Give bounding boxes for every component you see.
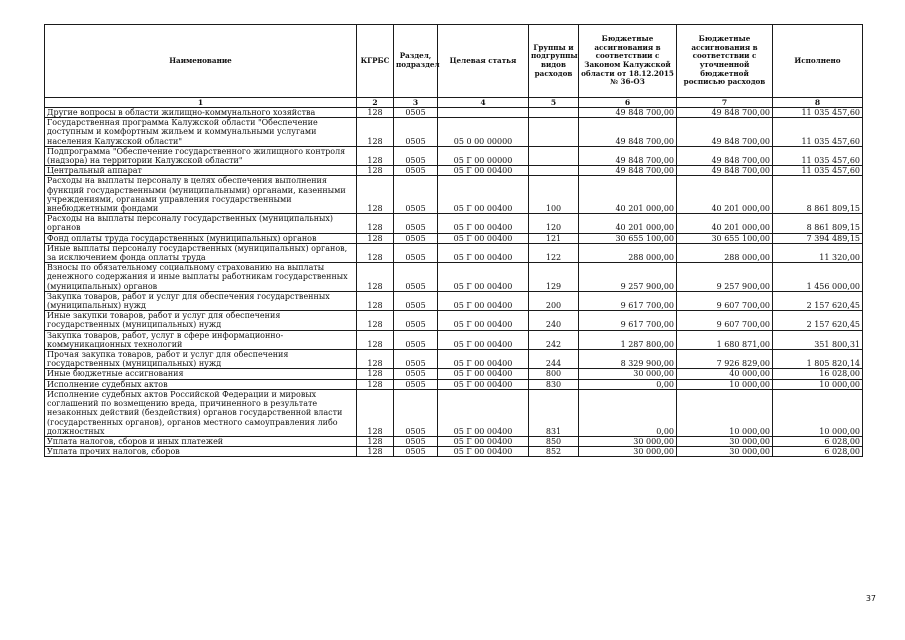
row-executed-amount-cell: 1 456 000,00 [773,263,863,292]
row-group-cell: 830 [529,379,579,389]
row-group-cell: 100 [529,176,579,214]
row-kgrbs-cell: 128 [357,330,394,349]
row-executed-amount-cell: 11 035 457,60 [773,118,863,147]
row-kgrbs-cell: 128 [357,350,394,369]
row-executed-amount-cell: 1 805 820,14 [773,350,863,369]
row-name-cell: Подпрограмма "Обеспечение государственного жилищного контроля (надзора) на территории Калужской области" [45,146,357,165]
table-row [45,369,863,379]
row-kgrbs-cell: 128 [357,263,394,292]
row-name-cell: Иные выплаты персоналу государственных (муниципальных) органов, за исключением фонда оплаты труда [45,243,357,262]
row-target-cell: 05 Г 00 00400 [438,263,529,292]
row-target-cell: 05 Г 00 00400 [438,166,529,176]
row-target-cell: 05 Г 00 00400 [438,311,529,330]
row-target-cell: 05 Г 00 00400 [438,379,529,389]
row-law-amount-cell: 288 000,00 [579,243,677,262]
row-roster-amount-cell: 40 000,00 [677,369,773,379]
row-group-cell: 852 [529,447,579,457]
budget-table [44,24,863,457]
row-razdel-cell: 0505 [394,311,438,330]
row-kgrbs-cell: 128 [357,436,394,446]
table-row [45,243,863,262]
row-group-cell: 200 [529,291,579,310]
row-target-cell: 05 Г 00 00400 [438,233,529,243]
row-group-cell: 120 [529,214,579,233]
row-target-cell: 05 Г 00 00400 [438,350,529,369]
row-roster-amount-cell: 1 680 871,00 [677,330,773,349]
row-razdel-cell: 0505 [394,176,438,214]
row-roster-amount-cell: 30 655 100,00 [677,233,773,243]
column-number: 5 [529,98,579,108]
row-target-cell: 05 Г 00 00000 [438,146,529,165]
row-name-cell: Исполнение судебных актов Российской Федерации и мировых соглашений по возмещению вреда, причиненного в результате незаконных действий (бездействия) органов государственной власти (государственных органов), органов местного самоуправления либо должностных [45,389,357,436]
table-row [45,436,863,446]
row-roster-amount-cell: 40 201 000,00 [677,214,773,233]
row-razdel-cell: 0505 [394,166,438,176]
row-name-cell: Прочая закупка товаров, работ и услуг для обеспечения государственных (муниципальных) нужд [45,350,357,369]
row-roster-amount-cell: 288 000,00 [677,243,773,262]
row-law-amount-cell: 9 617 700,00 [579,311,677,330]
row-roster-amount-cell: 30 000,00 [677,447,773,457]
row-kgrbs-cell: 128 [357,214,394,233]
row-executed-amount-cell: 16 028,00 [773,369,863,379]
row-name-cell: Закупка товаров, работ, услуг в сфере информационно-коммуникационных технологий [45,330,357,349]
row-executed-amount-cell: 10 000,00 [773,379,863,389]
column-number: 7 [677,98,773,108]
table-row [45,176,863,214]
row-roster-amount-cell: 49 848 700,00 [677,166,773,176]
row-law-amount-cell: 30 655 100,00 [579,233,677,243]
header-done: Исполнено [773,25,863,98]
row-roster-amount-cell: 49 848 700,00 [677,108,773,118]
row-target-cell [438,108,529,118]
row-executed-amount-cell: 8 861 809,15 [773,176,863,214]
row-executed-amount-cell: 6 028,00 [773,436,863,446]
row-roster-amount-cell: 49 848 700,00 [677,118,773,147]
row-group-cell: 850 [529,436,579,446]
row-law-amount-cell: 8 329 900,00 [579,350,677,369]
row-executed-amount-cell: 11 035 457,60 [773,146,863,165]
row-law-amount-cell: 30 000,00 [579,436,677,446]
row-razdel-cell: 0505 [394,108,438,118]
row-razdel-cell: 0505 [394,243,438,262]
row-razdel-cell: 0505 [394,146,438,165]
row-roster-amount-cell: 9 257 900,00 [677,263,773,292]
table-row [45,330,863,349]
row-name-cell: Расходы на выплаты персоналу государственных (муниципальных) органов [45,214,357,233]
row-razdel-cell: 0505 [394,436,438,446]
row-kgrbs-cell: 128 [357,379,394,389]
row-kgrbs-cell: 128 [357,291,394,310]
row-name-cell: Центральный аппарат [45,166,357,176]
row-name-cell: Расходы на выплаты персоналу в целях обеспечения выполнения функций государственными (муниципальными) органами, казенными учреждениями, органами управления государственными внебюджетными фондами [45,176,357,214]
page-number: 37 [865,594,876,603]
row-razdel-cell: 0505 [394,291,438,310]
row-kgrbs-cell: 128 [357,233,394,243]
row-kgrbs-cell: 128 [357,311,394,330]
row-executed-amount-cell: 10 000,00 [773,389,863,436]
row-razdel-cell: 0505 [394,447,438,457]
row-name-cell: Закупка товаров, работ и услуг для обеспечения государственных (муниципальных) нужд [45,291,357,310]
row-kgrbs-cell: 128 [357,447,394,457]
row-group-cell [529,166,579,176]
row-name-cell: Иные закупки товаров, работ и услуг для обеспечения государственных (муниципальных) нужд [45,311,357,330]
row-executed-amount-cell: 2 157 620,45 [773,311,863,330]
row-executed-amount-cell: 8 861 809,15 [773,214,863,233]
row-group-cell [529,108,579,118]
header-roster: Бюджетные ассигнования в соответствии с уточненной бюджетной росписью расходов [677,25,773,98]
table-row [45,389,863,436]
row-executed-amount-cell: 11 035 457,60 [773,108,863,118]
row-law-amount-cell: 1 287 800,00 [579,330,677,349]
header-kgrbs: КГРБС [357,25,394,98]
table-row [45,447,863,457]
header-name: Наименование [45,25,357,98]
table-row [45,233,863,243]
row-kgrbs-cell: 128 [357,146,394,165]
row-group-cell [529,146,579,165]
header-groups: Группы и подгруппы видов расходов [529,25,579,98]
row-group-cell: 800 [529,369,579,379]
header-razdel: Раздел, подраздел [394,25,438,98]
row-razdel-cell: 0505 [394,369,438,379]
row-roster-amount-cell: 9 607 700,00 [677,291,773,310]
budget-execution-sheet [44,24,862,457]
row-kgrbs-cell: 128 [357,243,394,262]
row-executed-amount-cell: 11 320,00 [773,243,863,262]
row-executed-amount-cell: 351 800,31 [773,330,863,349]
column-number: 2 [357,98,394,108]
row-razdel-cell: 0505 [394,379,438,389]
row-kgrbs-cell: 128 [357,118,394,147]
table-row [45,291,863,310]
row-target-cell: 05 Г 00 00400 [438,291,529,310]
row-group-cell: 242 [529,330,579,349]
row-name-cell: Исполнение судебных актов [45,379,357,389]
row-name-cell: Иные бюджетные ассигнования [45,369,357,379]
row-law-amount-cell: 49 848 700,00 [579,166,677,176]
row-law-amount-cell: 30 000,00 [579,369,677,379]
row-group-cell: 129 [529,263,579,292]
row-group-cell [529,118,579,147]
row-target-cell: 05 Г 00 00400 [438,176,529,214]
table-row [45,214,863,233]
row-group-cell: 121 [529,233,579,243]
row-target-cell: 05 Г 00 00400 [438,243,529,262]
row-razdel-cell: 0505 [394,214,438,233]
table-row [45,118,863,147]
row-razdel-cell: 0505 [394,118,438,147]
row-target-cell: 05 Г 00 00400 [438,369,529,379]
row-executed-amount-cell: 2 157 620,45 [773,291,863,310]
table-row [45,379,863,389]
row-executed-amount-cell: 11 035 457,60 [773,166,863,176]
header-row [45,25,863,98]
row-law-amount-cell: 40 201 000,00 [579,176,677,214]
table-row [45,166,863,176]
column-number: 8 [773,98,863,108]
table-row [45,146,863,165]
header-target: Целевая статья [438,25,529,98]
row-law-amount-cell: 0,00 [579,389,677,436]
row-kgrbs-cell: 128 [357,176,394,214]
row-name-cell: Другие вопросы в области жилищно-коммунального хозяйства [45,108,357,118]
row-target-cell: 05 Г 00 00400 [438,330,529,349]
row-law-amount-cell: 49 848 700,00 [579,118,677,147]
row-roster-amount-cell: 9 607 700,00 [677,311,773,330]
row-target-cell: 05 Г 00 00400 [438,214,529,233]
row-law-amount-cell: 49 848 700,00 [579,108,677,118]
row-razdel-cell: 0505 [394,233,438,243]
row-target-cell: 05 Г 00 00400 [438,447,529,457]
row-law-amount-cell: 0,00 [579,379,677,389]
row-target-cell: 05 0 00 00000 [438,118,529,147]
column-number-row [45,98,863,108]
row-law-amount-cell: 49 848 700,00 [579,146,677,165]
row-roster-amount-cell: 40 201 000,00 [677,176,773,214]
column-number: 4 [438,98,529,108]
column-number: 1 [45,98,357,108]
table-row [45,350,863,369]
row-name-cell: Фонд оплаты труда государственных (муниципальных) органов [45,233,357,243]
row-roster-amount-cell: 49 848 700,00 [677,146,773,165]
table-row [45,108,863,118]
column-number: 6 [579,98,677,108]
row-roster-amount-cell: 30 000,00 [677,436,773,446]
row-name-cell: Взносы по обязательному социальному страхованию на выплаты денежного содержания и иные выплаты работникам государственных (муниципальных) органов [45,263,357,292]
row-razdel-cell: 0505 [394,389,438,436]
header-law: Бюджетные ассигнования в соответствии с Законом Калужской области от 18.12.2015 № 36-ОЗ [579,25,677,98]
row-roster-amount-cell: 10 000,00 [677,379,773,389]
row-target-cell: 05 Г 00 00400 [438,389,529,436]
column-number: 3 [394,98,438,108]
row-kgrbs-cell: 128 [357,369,394,379]
row-law-amount-cell: 9 257 900,00 [579,263,677,292]
row-target-cell: 05 Г 00 00400 [438,436,529,446]
row-law-amount-cell: 30 000,00 [579,447,677,457]
row-group-cell: 244 [529,350,579,369]
row-group-cell: 240 [529,311,579,330]
row-name-cell: Уплата налогов, сборов и иных платежей [45,436,357,446]
row-name-cell: Государственная программа Калужской области "Обеспечение доступным и комфортным жильем и коммунальными услугами населения Калужской области" [45,118,357,147]
row-kgrbs-cell: 128 [357,166,394,176]
row-group-cell: 831 [529,389,579,436]
row-executed-amount-cell: 7 394 489,15 [773,233,863,243]
row-razdel-cell: 0505 [394,263,438,292]
table-row [45,311,863,330]
row-kgrbs-cell: 128 [357,389,394,436]
row-kgrbs-cell: 128 [357,108,394,118]
row-executed-amount-cell: 6 028,00 [773,447,863,457]
table-row [45,263,863,292]
row-group-cell: 122 [529,243,579,262]
row-roster-amount-cell: 7 926 829,00 [677,350,773,369]
row-law-amount-cell: 9 617 700,00 [579,291,677,310]
row-name-cell: Уплата прочих налогов, сборов [45,447,357,457]
row-law-amount-cell: 40 201 000,00 [579,214,677,233]
row-razdel-cell: 0505 [394,330,438,349]
row-razdel-cell: 0505 [394,350,438,369]
row-roster-amount-cell: 10 000,00 [677,389,773,436]
